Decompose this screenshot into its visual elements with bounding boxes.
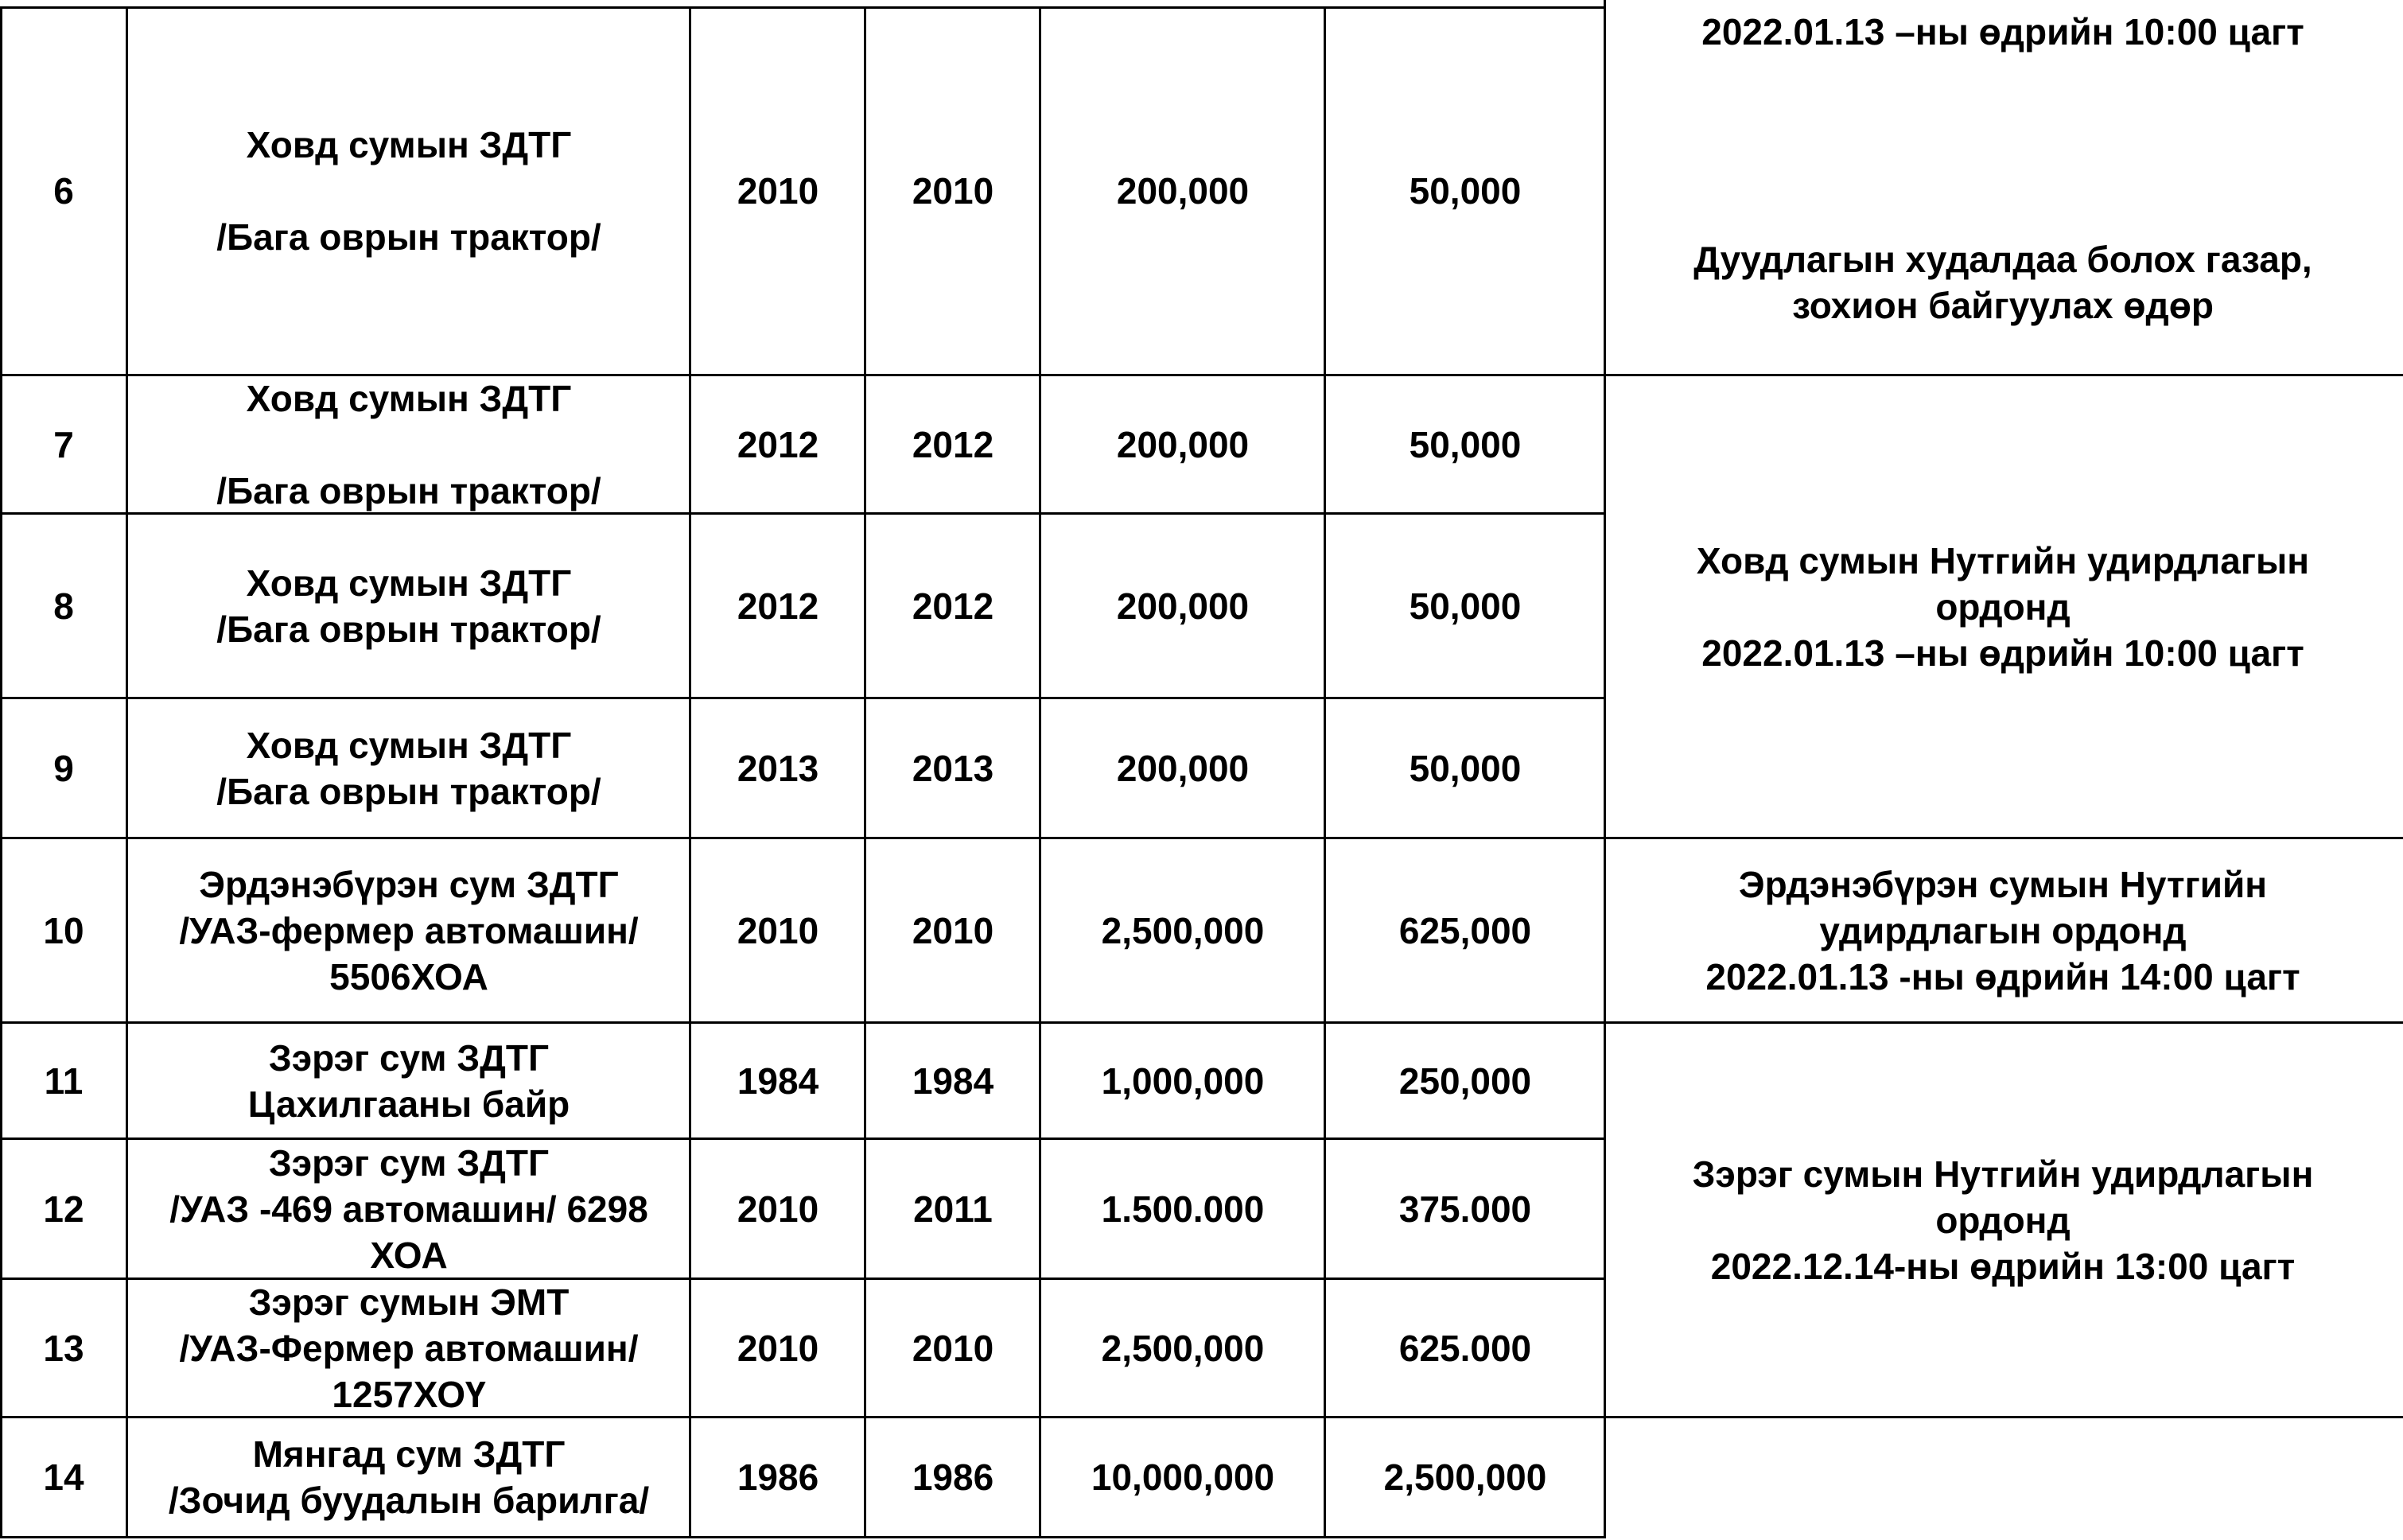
row-8-number: 8 (53, 585, 74, 627)
row-7-year-commissioned: 2012 (912, 424, 994, 465)
grid-line (0, 512, 1606, 515)
row-14-year-manufactured: 1986 (737, 1456, 819, 1498)
row-6-year-commissioned: 2010 (912, 170, 994, 212)
row-7-price: 50,000 (1409, 424, 1522, 465)
row-8-value: 200,000 (1116, 585, 1250, 627)
row-14-price: 2,500,000 (1383, 1456, 1547, 1498)
row-6-price: 50,000 (1409, 170, 1522, 212)
row-10-name: Эрдэнэбүрэн сум ЗДТГ /УАЗ-фермер автомашин/ 5506ХОА (179, 864, 639, 998)
row-9-number: 9 (53, 748, 74, 789)
grid-line (1604, 0, 1606, 1538)
row-13-number: 13 (43, 1328, 84, 1369)
row-13-value: 2,500,000 (1101, 1328, 1265, 1369)
row-14-year-commissioned: 1986 (912, 1456, 994, 1498)
row-9-value: 200,000 (1116, 748, 1250, 789)
row-10-year-manufactured: 2010 (737, 910, 819, 951)
grid-line (0, 1416, 2403, 1418)
row-8-price: 50,000 (1409, 585, 1522, 627)
row-13-year-manufactured: 2010 (737, 1328, 819, 1369)
row-7-number: 7 (53, 424, 74, 465)
row-12-price: 375.000 (1398, 1188, 1532, 1230)
row-13-year-commissioned: 2010 (912, 1328, 994, 1369)
row-12-number: 12 (43, 1188, 84, 1230)
row-14-number: 14 (43, 1456, 84, 1498)
row-7-value: 200,000 (1116, 424, 1250, 465)
row-11-value: 1,000,000 (1101, 1060, 1265, 1102)
row-9-year-commissioned: 2013 (912, 748, 994, 789)
row-11-year-manufactured: 1984 (737, 1060, 819, 1102)
row-11-year-commissioned: 1984 (912, 1060, 994, 1102)
row-8-year-manufactured: 2012 (737, 585, 819, 627)
grid-line (1324, 6, 1326, 1538)
row-10-value: 2,500,000 (1101, 910, 1265, 951)
row-11-name: Зэрэг сум ЗДТГ Цахилгааны байр (247, 1037, 570, 1125)
grid-line (0, 1278, 1606, 1280)
row-13-price: 625.000 (1398, 1328, 1532, 1369)
row-6-value: 200,000 (1116, 170, 1250, 212)
row-14-name: Мянгад сум ЗДТГ /Зочид буудалын барилга/ (168, 1433, 650, 1521)
row-7-name: Ховд сумын ЗДТГ /Бага оврын трактор/ (216, 378, 601, 511)
row-10-number: 10 (43, 910, 84, 951)
grid-line (0, 837, 2403, 839)
row-9-year-manufactured: 2013 (737, 748, 819, 789)
location-column-header: Дуудлагын худалдаа болох газар, зохион байгуулах өдөр (1693, 239, 2312, 326)
row-12-value: 1.500.000 (1101, 1188, 1265, 1230)
row-7-year-manufactured: 2012 (737, 424, 819, 465)
grid-line (0, 1536, 1606, 1538)
row-12-year-manufactured: 2010 (737, 1188, 819, 1230)
row-13-name: Зэрэг сумын ЭМТ /УАЗ-Фермер автомашин/ 1257ХОҮ (179, 1281, 639, 1415)
location-khovd: Ховд сумын Нутгийн удирдлагын ордонд 2022.01.13 –ны өдрийн 10:00 цагт (1696, 540, 2310, 674)
grid-line (0, 6, 1606, 9)
location-erdeneburen: Эрдэнэбүрэн сумын Нутгийн удирдлагын ордонд 2022.01.13 -ны өдрийн 14:00 цагт (1705, 864, 2300, 998)
row-6-year-manufactured: 2010 (737, 170, 819, 212)
grid-line (864, 6, 866, 1538)
row-11-price: 250,000 (1398, 1060, 1532, 1102)
grid-line (689, 6, 691, 1538)
row-6-name: Ховд сумын ЗДТГ /Бага оврын трактор/ (216, 124, 601, 258)
location-zereg: Зэрэг сумын Нутгийн удирдлагын ордонд 2022.12.14-ны өдрийн 13:00 цагт (1692, 1153, 2314, 1287)
grid-line (1039, 6, 1041, 1538)
row-12-name: Зэрэг сум ЗДТГ /УАЗ -469 автомашин/ 6298 ХОА (169, 1142, 648, 1276)
location-top-line: 2022.01.13 –ны өдрийн 10:00 цагт (1701, 11, 2304, 52)
row-9-name: Ховд сумын ЗДТГ /Бага оврын трактор/ (216, 725, 601, 812)
grid-line (0, 1021, 2403, 1024)
grid-line (0, 6, 2, 1538)
row-12-year-commissioned: 2011 (913, 1188, 993, 1230)
grid-line (0, 697, 1606, 699)
row-11-number: 11 (44, 1060, 84, 1102)
row-8-year-commissioned: 2012 (912, 585, 994, 627)
row-14-value: 10,000,000 (1091, 1456, 1275, 1498)
row-9-price: 50,000 (1409, 748, 1522, 789)
row-10-year-commissioned: 2010 (912, 910, 994, 951)
row-10-price: 625,000 (1398, 910, 1532, 951)
location-myangad-empty (1605, 1418, 2401, 1537)
grid-line (0, 1138, 1606, 1140)
grid-line (126, 6, 128, 1538)
row-8-name: Ховд сумын ЗДТГ /Бага оврын трактор/ (216, 562, 601, 650)
row-6-number: 6 (53, 170, 74, 212)
grid-line (0, 374, 2403, 376)
